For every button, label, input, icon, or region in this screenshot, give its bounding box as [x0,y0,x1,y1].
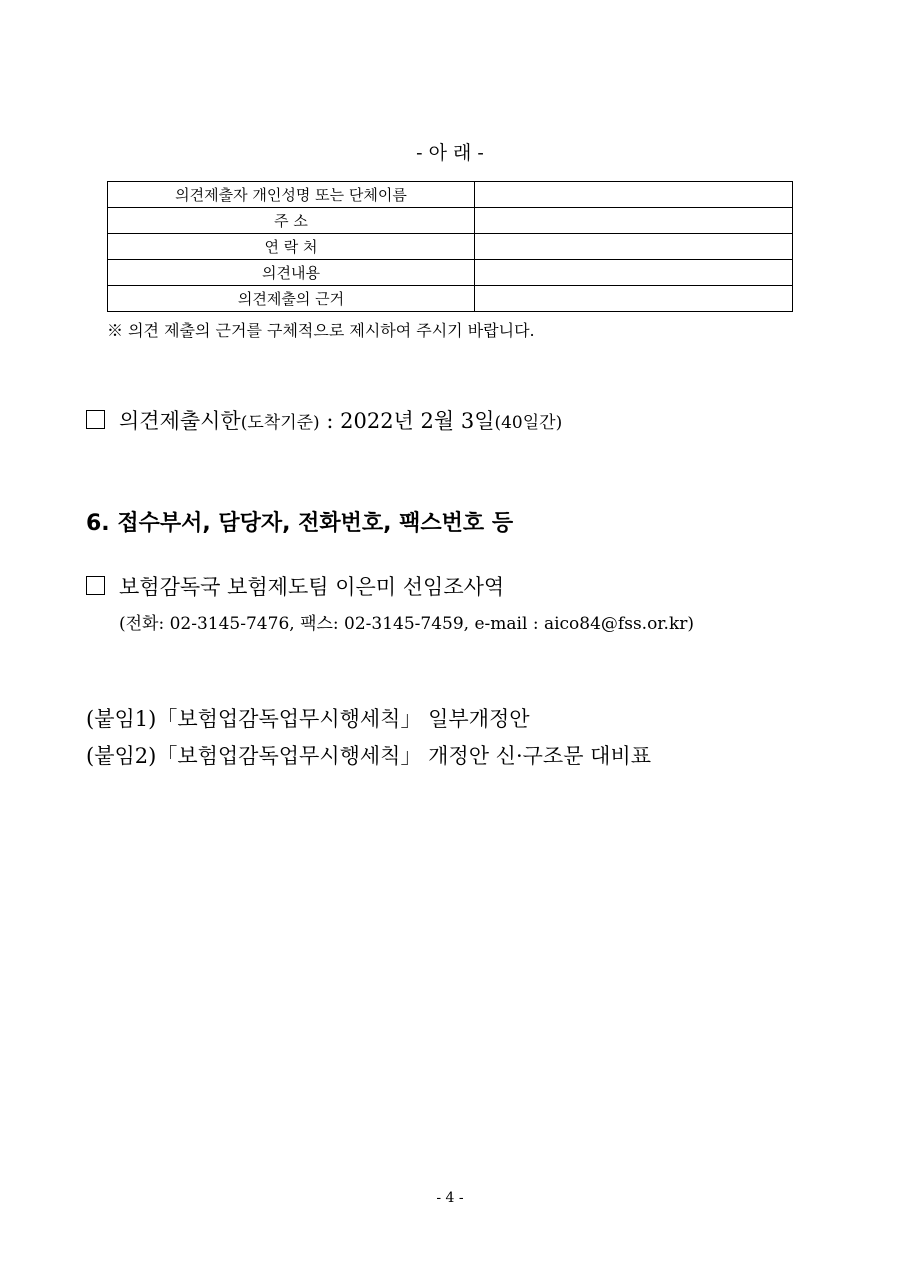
deadline-line [86,405,562,435]
section-heading: - 아 래 - [416,142,484,164]
contact-department: 보험감독국 보험제도팀 이은미 선임조사역 [119,575,505,599]
row-label: 의견제출자 개인성명 또는 단체이름 [108,182,475,208]
row-value [475,182,793,208]
table-row [108,208,793,234]
row-label: 연 락 처 [108,234,475,260]
deadline-separator: : [319,409,341,433]
table-row [108,234,793,260]
deadline-basis: (도착기준) [240,413,320,433]
row-label: 주 소 [108,208,475,234]
deadline-label: 의견제출시한 [119,409,241,433]
opinion-form-table [107,181,793,312]
row-value [475,234,793,260]
table-row [108,182,793,208]
row-value [475,286,793,312]
row-label: 의견제출의 근거 [108,286,475,312]
contact-details: (전화: 02-3145-7476, 팩스: 02-3145-7459, e-mail : aico84@fss.or.kr) [119,614,695,634]
row-value [475,208,793,234]
table-row [108,260,793,286]
row-label: 의견내용 [108,260,475,286]
table-row [108,286,793,312]
deadline-date: 2022년 2월 3일 [340,409,495,433]
checkbox-square-icon [86,410,105,429]
checkbox-square-icon [86,576,105,595]
attachment-item: (붙임2)「보험업감독업무시행세칙」 개정안 신·구조문 대비표 [86,744,652,768]
row-value [475,260,793,286]
page-number: - 4 - [436,1190,464,1206]
attachment-item: (붙임1)「보험업감독업무시행세칙」 일부개정안 [86,707,530,731]
section-title: 6. 접수부서, 담당자, 전화번호, 팩스번호 등 [86,511,514,536]
contact-line [86,571,504,601]
deadline-duration: (40일간) [494,413,563,433]
note-text: ※ 의견 제출의 근거를 구체적으로 제시하여 주시기 바랍니다. [107,321,535,340]
